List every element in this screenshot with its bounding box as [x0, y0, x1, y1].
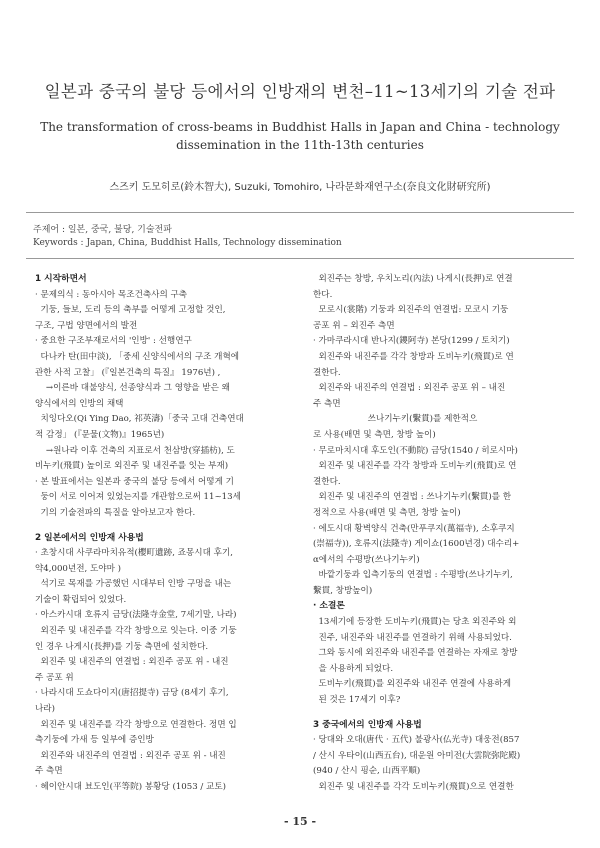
body-text-line: 주 측면 [35, 766, 63, 777]
body-text-line: 모로시(裳階) 기둥과 외진주의 연결법: 모코시 기둥 [313, 305, 509, 316]
body-text-line: 정적으로 사용(배면 및 측면, 창방 높이) [313, 507, 461, 518]
body-text-line: 약4,000년전, 도야마 ) [35, 563, 121, 574]
body-text-line: · 에도시대 황벽양식 건축(만푸쿠지(萬福寺), 소후쿠지 [313, 523, 515, 534]
body-text-line: 공포 위 – 외진주 측면 [313, 320, 395, 331]
body-text-line: 외진주 및 내진주를 각각 창방으로 잇는다. 이중 기둥 [35, 626, 237, 637]
body-text-line: / 산시 우타이(山西五台), 대운원 아미전(大雲院弥陀殿) [313, 750, 521, 761]
body-text-line: 繫貫, 창방높이) [313, 585, 373, 596]
body-text-line: →이른바 대불양식, 선종양식과 그 영향을 받은 왜 [35, 383, 230, 394]
body-text-line: 외진주와 내진주의 연결법 : 외진주 공포 위 - 내진 [35, 750, 226, 761]
body-text-line: · 본 발표에서는 일본과 중국의 불당 등에서 어떻게 기 [35, 476, 234, 487]
body-text-line: · 아스카시대 호류지 금당(法隆寺金堂, 7세기말, 나라) [35, 610, 237, 621]
body-text-line: 관한 사적 고찰」 (『일본건축의 특질』 1976년) , [35, 367, 221, 378]
body-text-line: 결한다. [313, 367, 341, 378]
body-text-line: 주 측면 [313, 398, 341, 409]
body-text-line: 로 사용(배면 및 측면, 창방 높이) [313, 429, 436, 440]
body-text-line: 다나카 탄(田中淡), 「중세 신양식에서의 구조 개혁에 [35, 351, 240, 362]
body-text-line: · 헤이안시대 뵤도인(平等院) 봉황당 (1053 / 교토) [35, 782, 227, 792]
body-text-line: 주 공포 위 [35, 672, 74, 683]
body-text-line: (940 / 산시 핑순, 山西平順) [313, 766, 421, 777]
body-text-line: 구조, 구법 양면에서의 발전 [35, 320, 138, 331]
body-text-line: 외진주 및 내진주를 각각 창방과 도비누키(飛貫)로 연 [313, 461, 517, 472]
body-text-line: · 당대와 오대(唐代 · 五代) 불광사(仏光寺) 대웅전(857 [313, 735, 520, 746]
body-text-line: 을 사용하게 되었다. [313, 663, 394, 674]
body-text-line: (崇福寺)), 호류지(法隆寺) 게이쇼(1600년경) 대수리+ [313, 539, 520, 550]
body-text-line: 외진주 및 내진주를 각각 도비누키(飛貫)으로 연결한 [313, 782, 514, 792]
body-text-line: · 소결론 [313, 601, 345, 612]
body-text-line: 비누키(飛貫) 높이로 외진주 및 내진주를 잇는 부재) [35, 461, 229, 472]
section-heading: 1 시작하면서 [35, 274, 87, 284]
section-heading: 2 일본에서의 인방재 사용법 [35, 532, 144, 543]
keywords-english: Keywords : Japan, China, Buddhist Halls, Technology dissemination [33, 238, 342, 248]
body-text-line: 진주, 내진주와 내진주를 연결하기 위해 사용되었다. [313, 632, 512, 643]
body-text-line: · 문제의식 : 동아시아 목조건축사의 구축 [35, 289, 188, 300]
body-text-line: · 가마쿠라시대 반나지(鑁阿寺) 본당(1299 / 토치기) [313, 336, 510, 347]
paper-title-english-line-1: The transformation of cross-beams in Buddhist Halls in Japan and China - technology [40, 120, 560, 134]
paper-title-english-line-2: dissemination in the 11th-13th centuries [176, 138, 424, 152]
right-column [313, 272, 565, 796]
body-text-line: →원나라 이후 건축의 지표로서 천삼방(穿插枋), 도 [35, 445, 235, 456]
paragraph-gap [35, 522, 287, 531]
body-text-line: 외진주와 내진주의 연결법 : 외진주 공포 위 – 내진 [313, 383, 506, 394]
body-text-line: 결한다. [313, 476, 341, 487]
keywords-top-rule [26, 212, 574, 213]
body-text-line: 적 감정」 (『문물(文物)』1965년) [35, 429, 165, 440]
left-column [35, 272, 287, 796]
author-line: 스즈키 도모히로(鈴木智大), Suzuki, Tomohiro, 나라문화재연구소(奈良文化財研究所) [109, 182, 491, 193]
body-text-line: 둥이 서로 이어져 있었는지를 개관함으로써 11~13세 [35, 492, 241, 503]
body-text-line: 그와 동시에 외진주와 내진주를 연결하는 자재로 창방 [313, 648, 518, 659]
body-text-line: 쓰나기누키(繫貫)를 제한적으 [313, 414, 478, 425]
body-text-line: 치잉다오(Qi Ying Dao, 祁英濤)「중국 고대 건축연대 [35, 414, 244, 425]
body-text-line: 외진주 및 내진주의 연결법 : 외진주 공포 위 - 내진 [35, 657, 229, 668]
body-text-line: 바깥기둥과 입측기둥의 연결법 : 수평방(쓰나기누키, [313, 570, 513, 581]
body-text-line: 석기로 목재를 가공했던 시대부터 인방 구멍을 내는 [35, 579, 232, 590]
keywords-korean: 주제어 : 일본, 중국, 불당, 기술전파 [33, 225, 172, 235]
body-text-line: · 나라시대 도쇼다이지(唐招提寺) 금당 (8세기 후기, [35, 688, 229, 699]
body-text-line: 도비누키(飛貫)를 외진주와 내진주 연결에 사용하게 [313, 679, 512, 690]
keywords-bottom-rule [26, 258, 574, 259]
section-heading: 3 중국에서의 인방재 사용법 [313, 719, 422, 730]
paragraph-gap [313, 709, 565, 718]
body-text-line: 기의 기술전파의 특질을 알아보고자 한다. [35, 507, 196, 518]
body-text-line: 측기둥에 가새 등 일부에 증인방 [35, 735, 154, 746]
body-text-line: 인 경우 나게시(長押)를 기둥 측면에 설치한다. [35, 641, 209, 652]
page-number: - 15 - [283, 815, 317, 828]
body-text-line: 외진주 및 내진주를 각각 창방으로 연결한다. 정면 입 [35, 719, 237, 730]
body-text-line: 한다. [313, 289, 333, 300]
body-text-line: α에서의 수평방(쓰나기누키) [313, 554, 420, 565]
body-text-line: 양식에서의 인방의 채택 [35, 398, 124, 409]
paper-title-english [40, 118, 560, 154]
body-text-line: · 초창시대 사쿠라마치유적(櫻町遺跡, 죠몽시대 후기, [35, 548, 233, 559]
body-text-line: 13세기에 등장한 도비누키(飛貫)는 당초 외진주와 외 [313, 617, 517, 628]
body-text-line: 기둥, 들보, 도리 등의 축부를 어떻게 고정할 것인, [35, 305, 226, 316]
body-text-line: 외진주와 내진주를 각각 창방과 도비누키(飛貫)로 연 [313, 351, 514, 362]
body-text-line: · 무로마치시대 후도인(不動院) 금당(1540 / 히로시마) [313, 445, 518, 456]
body-text-line: 기술이 확립되어 있었다. [35, 594, 127, 605]
body-text-line: · 중요한 구조부재로서의 '인방' : 선행연구 [35, 336, 192, 347]
paper-title-korean: 일본과 중국의 불당 등에서의 인방재의 변천–11~13세기의 기술 전파 [44, 82, 556, 101]
body-text-line: 된 것은 17세기 이후? [313, 695, 401, 706]
body-text-line: 나라) [35, 704, 55, 715]
body-text-line: 외진주는 창방, 우치노리(內法) 나게시(長押)로 연결 [313, 274, 513, 284]
body-text-line: 외진주 및 내진주의 연결법 : 쓰나기누키(繫貫)를 한 [313, 492, 512, 503]
